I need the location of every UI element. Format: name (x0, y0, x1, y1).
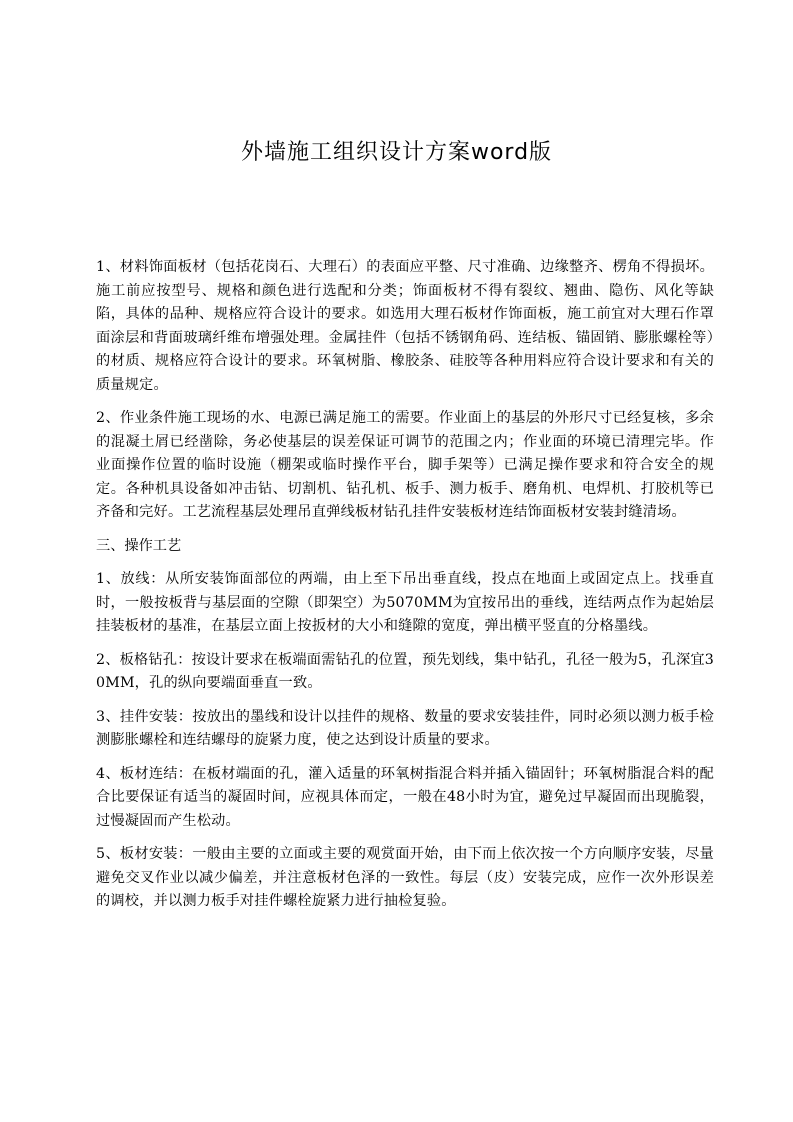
paragraph-setting-out: 1、放线：从所安装饰面部位的两端，由上至下吊出垂直线，投点在地面上或固定点上。找垂直时，一般按板背与基层面的空隙（即架空）为5070MM为宜按吊出的垂线，连结两点作为起始层挂装板材的基准，在基层立面上按扳材的大小和缝隙的宽度，弹出横平竖直的分格墨线。 (96, 571, 714, 634)
paragraph-hanger-install: 3、挂件安装：按放出的墨线和设计以挂件的规格、数量的要求安装挂件，同时必须以测力板手检测膨胀螺栓和连结螺母的旋紧力度，使之达到设计质量的要求。 (96, 708, 714, 748)
section-heading-operation-process: 三、操作工艺 (96, 537, 182, 554)
document-body (96, 256, 714, 924)
paragraph-panel-connection: 4、板材连结：在板材端面的孔，灌入适量的环氧树指混合料并插入锚固针；环氧树脂混合料的配合比要保证有适当的凝固时间，应视具体而定，一般在48小时为宜，避免过早凝固而出现脆裂，过慢凝固而产生松动。 (96, 765, 714, 829)
paragraph-panel-install: 5、板材安装：一般由主要的立面或主要的观赏面开始，由下而上依次按一个方向顺序安装，尽量避免交叉作业以减少偏差，并注意板材色泽的一致性。每层（皮）安装完成，应作一次外形误差的调校，并以测力板手对挂件螺栓旋紧力进行抽检复验。 (96, 846, 714, 909)
paragraph-drilling: 2、板格钻孔：按设计要求在板端面需钻孔的位置，预先划线，集中钻孔，孔径一般为5，孔深宜30MM，孔的纵向要端面垂直一致。 (96, 651, 714, 691)
document-title: 外墙施工组织设计方案word版 (240, 140, 553, 165)
paragraph-materials: 1、材料饰面板材（包括花岗石、大理石）的表面应平整、尺寸准确、边缘整齐、楞角不得损坏。施工前应按型号、规格和颜色进行选配和分类；饰面板材不得有裂纹、翘曲、隐伤、风化等缺陷，具体的品种、规格应符合设计的要求。如选用大理石板材作饰面板，施工前宜对大理石作罩面涂层和背面玻璃纤维布增强处理。金属挂件（包括不锈钢角码、连结板、锚固销、膨胀螺栓等）的材质、规格应符合设计的要求。环氧树脂、橡胶条、硅胶等各种用料应符合设计要求和有关的质量规定。 (96, 259, 714, 393)
paragraph-work-conditions: 2、作业条件施工现场的水、电源已满足施工的需要。作业面上的基层的外形尺寸已经复核，多余的混凝土屑已经凿除，务必使基层的误差保证可调节的范围之内；作业面的环境已清理完毕。作业面操作位置的临时设施（棚架或临时操作平台，脚手架等）已满足操作要求和符合安全的规定。各种机具设备如冲击钻、切割机、钻孔机、板手、测力板手、磨角机、电焊机、打胶机等已齐备和完好。工艺流程基层处理吊直弹线板材钻孔挂件安装板材连结饰面板材安装封缝清场。 (96, 410, 714, 520)
